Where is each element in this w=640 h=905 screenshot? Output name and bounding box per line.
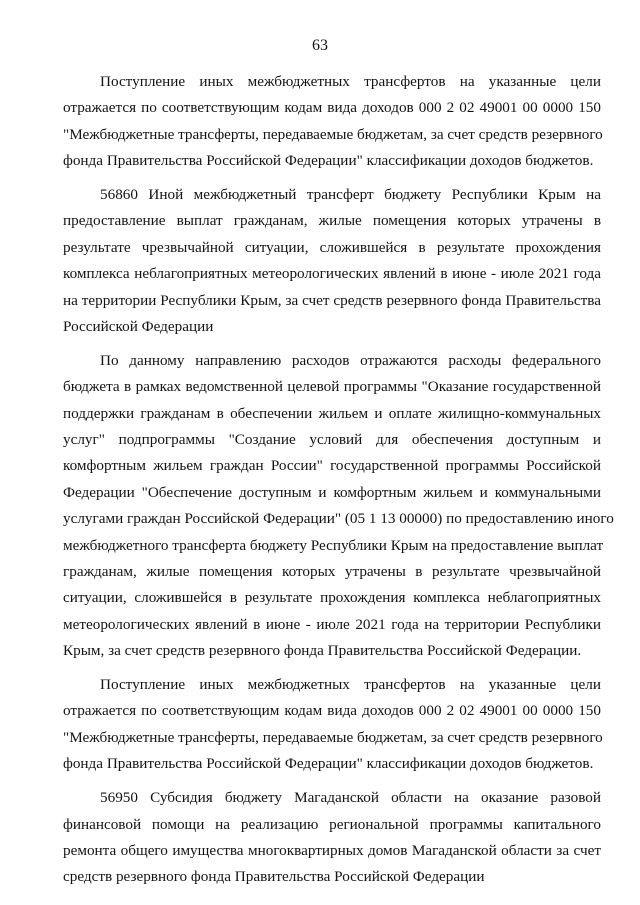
page-number: 63 [312,37,328,54]
paragraph-line: услугами граждан Российской Федерации" (05 1 13 00000) по предоставлению иного [63,510,614,528]
paragraph-line: ситуации, сложившейся в результате прохождения комплекса неблагоприятных [63,589,601,607]
paragraph-line: Российской Федерации [63,318,214,336]
paragraph-line: отражается по соответствующим кодам вида доходов 000 2 02 49001 00 0000 150 [63,99,601,117]
paragraph-line: поддержки гражданам в обеспечении жильем и оплате жилищно-коммунальных [63,404,601,422]
paragraph-line: "Межбюджетные трансферты, передаваемые бюджетам, за счет средств резервного [63,125,603,143]
paragraph-line: 56860 Иной межбюджетный трансферт бюджету Республики Крым на [100,186,601,204]
paragraph-line: бюджета в рамках ведомственной целевой программы "Оказание государственной [63,378,601,396]
paragraph-line: услуг" подпрограммы "Создание условий для обеспечения доступным и [63,431,601,449]
paragraph-line: 56950 Субсидия бюджету Магаданской области на оказание разовой [100,789,601,807]
paragraph-line: ремонта общего имущества многоквартирных домов Магаданской области за счет [63,841,601,859]
paragraph-line: Крым, за счет средств резервного фонда Правительства Российской Федерации. [63,642,582,660]
paragraph [63,785,601,891]
paragraph-line: По данному направлению расходов отражаются расходы федерального [100,351,601,369]
paragraph-line: фонда Правительства Российской Федерации" классификации доходов бюджетов. [63,755,594,773]
paragraph-line: Поступление иных межбюджетных трансфертов на указанные цели [100,676,601,694]
paragraph-line: средств резервного фонда Правительства Российской Федерации [63,868,485,886]
paragraph [63,69,601,175]
paragraph-line: фонда Правительства Российской Федерации" классификации доходов бюджетов. [63,152,594,170]
document-body [63,69,614,891]
paragraph-line: отражается по соответствующим кодам вида доходов 000 2 02 49001 00 0000 150 [63,702,601,720]
paragraph-line: гражданам, жилые помещения которых утрачены в результате чрезвычайной [63,563,601,581]
paragraph-line: Федерации "Обеспечение доступным и комфортным жильем и коммунальными [63,483,601,501]
paragraph [63,672,601,778]
paragraph-line: результате чрезвычайной ситуации, сложившейся в результате прохождения [63,238,601,256]
paragraph-line: предоставление выплат гражданам, жилые помещения которых утрачены в [63,212,601,230]
paragraph-line: на территории Республики Крым, за счет средств резервного фонда Правительства [63,291,601,309]
paragraph-line: комфортным жильем граждан России" государственной программы Российской [63,457,601,475]
paragraph-line: межбюджетного трансферта бюджету Республики Крым на предоставление выплат [63,536,604,554]
paragraph-line: "Межбюджетные трансферты, передаваемые бюджетам, за счет средств резервного [63,728,603,746]
paragraph-line: финансовой помощи на реализацию региональной программы капитального [63,815,601,833]
paragraph [63,348,614,665]
paragraph [63,182,601,340]
paragraph-line: метеорологических явлений в июне - июле 2021 года на территории Республики [63,615,601,633]
paragraph-line: Поступление иных межбюджетных трансфертов на указанные цели [100,73,601,90]
paragraph-line: комплекса неблагоприятных метеорологических явлений в июне - июле 2021 года [63,265,601,283]
